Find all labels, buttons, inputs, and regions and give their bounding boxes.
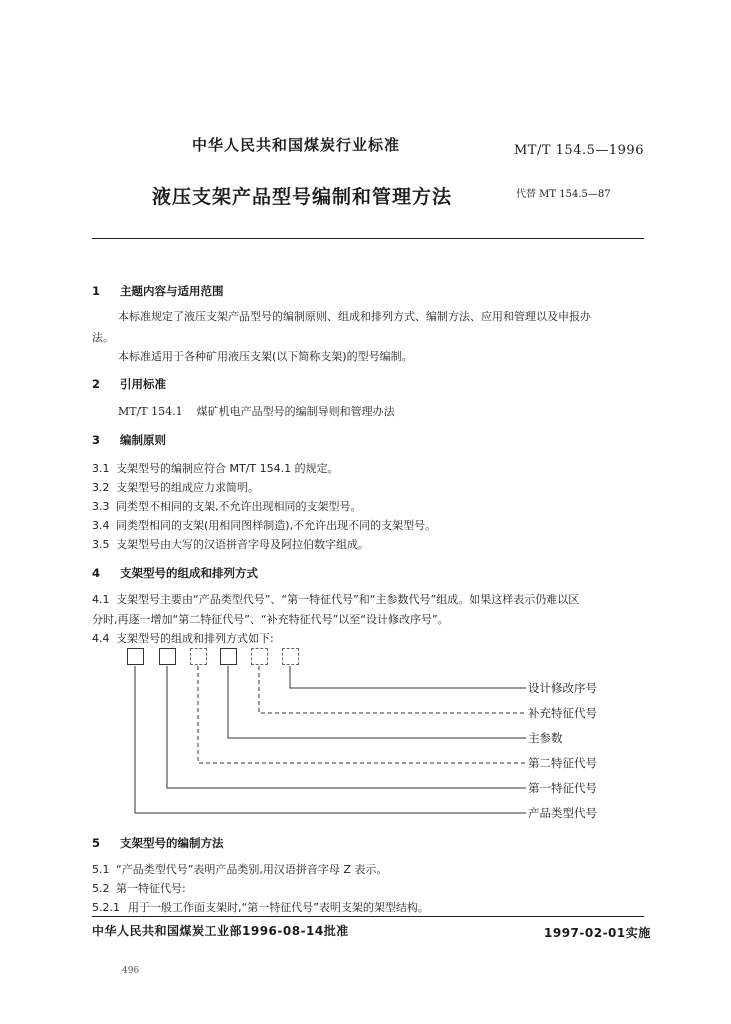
item-text: 支架型号主要由“产品类型代号”、“第一特征代号”和“主参数代号”组成。如果这样表示仍难以区	[116, 593, 580, 606]
list-item	[92, 861, 387, 877]
section-1-para-1-line-2: 法。	[92, 331, 114, 344]
section-title: 支架型号的编制方法	[120, 836, 224, 850]
item-text: 支架型号的编制应符合 MT/T 154.1 的规定。	[116, 462, 339, 475]
item-text: 同类型不相同的支架,不允许出现相同的支架型号。	[116, 500, 362, 513]
approval-note: 中华人民共和国煤炭工业部1996-08-14批准	[92, 924, 349, 938]
section-5-heading	[92, 835, 224, 851]
label-second-feature: 第二特征代号	[528, 756, 597, 770]
label-product-type: 产品类型代号	[528, 806, 597, 820]
connector-second-feature	[198, 666, 526, 763]
list-item	[92, 880, 186, 896]
label-main-parameter: 主参数	[528, 731, 563, 745]
section-title: 支架型号的组成和排列方式	[120, 566, 258, 580]
item-text: 支架型号的组成和排列方式如下:	[116, 632, 274, 645]
document-title: 液压支架产品型号编制和管理方法	[152, 186, 453, 208]
label-design-revision: 设计修改序号	[528, 681, 597, 695]
item-text: 支架型号的组成应力求简明。	[116, 481, 259, 494]
connector-first-feature	[167, 666, 526, 788]
connector-supplementary-feature	[259, 666, 526, 713]
section-1-para-1-line-1: 本标准规定了液压支架产品型号的编制原则、组成和排列方式、编制方法、应用和管理以及申报办	[118, 310, 591, 323]
organization-name: 中华人民共和国煤炭行业标准	[192, 136, 401, 154]
item-number: 4.1	[92, 593, 110, 606]
item-number: 3.2	[92, 481, 110, 494]
item-number: 3.4	[92, 519, 110, 532]
item-number: 3.5	[92, 538, 110, 551]
section-number: 4	[92, 566, 101, 580]
section-title: 编制原则	[120, 433, 166, 447]
label-first-feature: 第一特征代号	[528, 781, 597, 795]
section-number: 3	[92, 433, 101, 447]
item-number: 5.2	[92, 882, 110, 895]
reference-title: 煤矿机电产品型号的编制导则和管理办法	[196, 405, 395, 418]
list-item	[92, 899, 429, 915]
effective-date: 1997-02-01实施	[544, 926, 651, 940]
item-text: 第一特征代号:	[116, 882, 186, 895]
item-text: 支架型号由大写的汉语拼音字母及阿拉伯数字组成。	[116, 538, 369, 551]
item-number: 4.4	[92, 632, 110, 645]
section-number: 2	[92, 377, 101, 391]
section-title: 主题内容与适用范围	[120, 284, 224, 298]
standard-code: MT/T 154.5—1996	[514, 143, 644, 158]
connector-main-parameter	[228, 666, 526, 738]
item-text: “产品类型代号”表明产品类别,用汉语拼音字母 Z 表示。	[116, 863, 388, 876]
footer-rule	[92, 916, 644, 917]
page-number: 496	[122, 966, 140, 976]
reference-code: MT/T 154.1	[118, 405, 183, 418]
section-number: 5	[92, 836, 101, 850]
item-number: 3.3	[92, 500, 110, 513]
item-text: 同类型相同的支架(用相同图样制造),不允许出现不同的支架型号。	[116, 519, 437, 532]
item-number: 5.2.1	[92, 901, 120, 914]
item-number: 3.1	[92, 462, 110, 475]
section-4-item-1-line-2: 分时,再逐一增加“第二特征代号”、“补充特征代号”以至“设计修改序号”。	[92, 613, 449, 626]
item-text: 用于一般工作面支架时,“第一特征代号”表明支架的架型结构。	[128, 901, 429, 914]
connector-design-revision	[290, 666, 526, 688]
section-number: 1	[92, 284, 101, 298]
section-title: 引用标准	[120, 377, 166, 391]
item-number: 5.1	[92, 863, 110, 876]
replaces-note: 代替 MT 154.5—87	[516, 189, 611, 200]
label-supplementary-feature: 补充特征代号	[528, 706, 597, 720]
section-1-para-2: 本标准适用于各种矿用液压支架(以下简称支架)的型号编制。	[118, 350, 413, 363]
